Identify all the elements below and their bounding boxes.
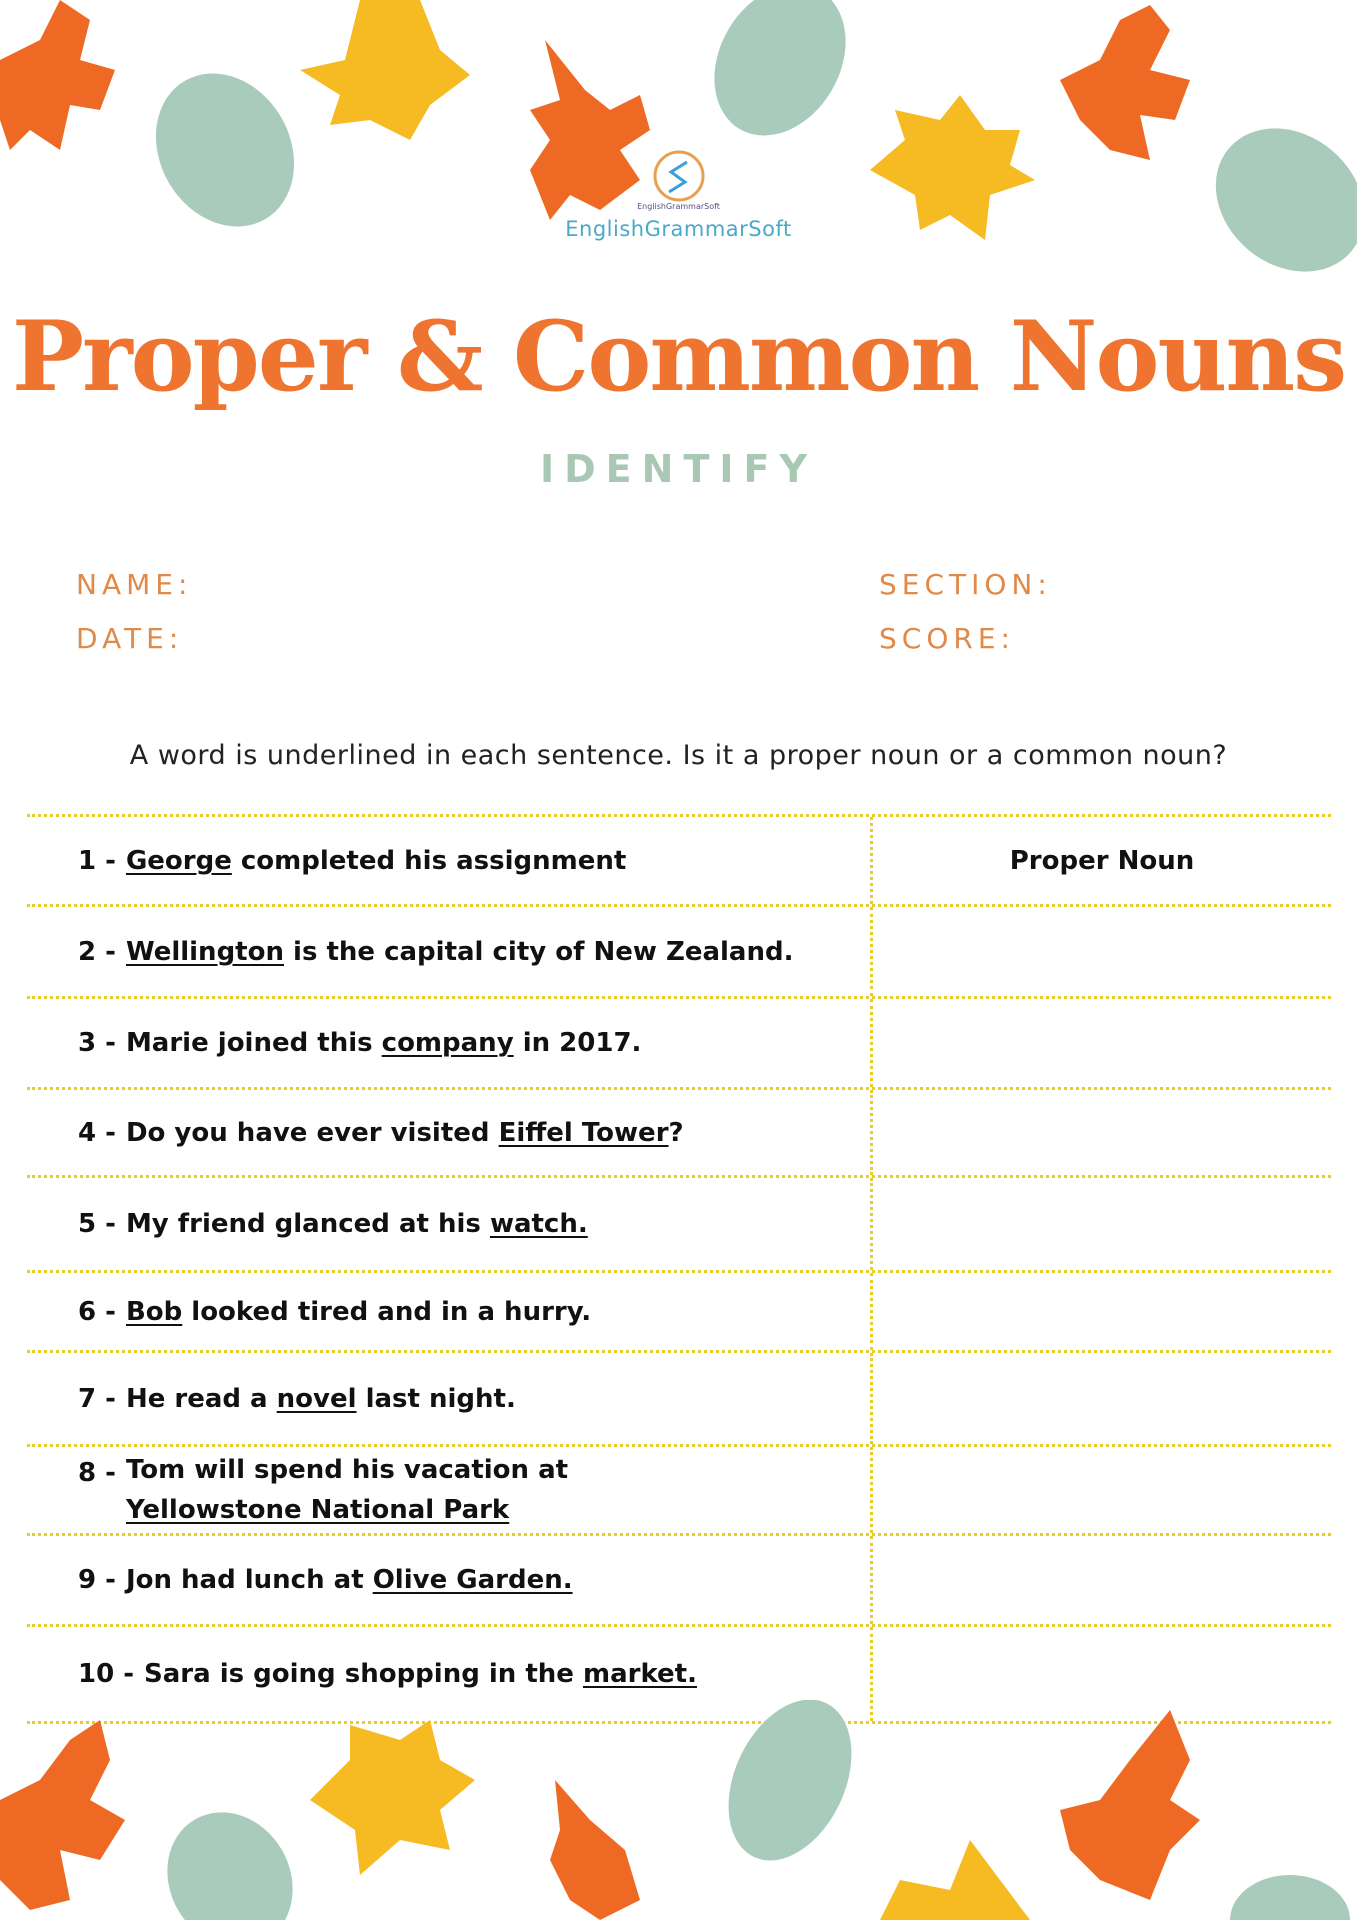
- table-row: [27, 1087, 1331, 1175]
- sentence: [126, 1379, 516, 1419]
- underlined-word: market.: [582, 1659, 697, 1689]
- question-number: 1 -: [78, 845, 116, 876]
- sentence-before: Tom will spend his vacation at: [125, 1455, 569, 1485]
- question-number: 5 -: [78, 1209, 116, 1239]
- sage-leaf-icon: [704, 1700, 876, 1880]
- question-text: [78, 1536, 861, 1624]
- underlined-word: watch.: [489, 1209, 588, 1239]
- table-row: [27, 1175, 1331, 1270]
- sentence-before: My friend glanced at his: [125, 1209, 490, 1239]
- orange-oak-leaf-icon: [0, 1720, 125, 1910]
- sentence: [126, 1204, 588, 1244]
- sentence-before: Jon had lunch at: [125, 1565, 373, 1595]
- question-text: [78, 1353, 861, 1444]
- underlined-word: Wellington: [125, 936, 284, 967]
- sentence: [126, 1450, 686, 1530]
- questions-table: [27, 814, 1331, 1724]
- answer-cell[interactable]: [870, 1536, 1331, 1624]
- sentence-before: He read a: [125, 1383, 277, 1414]
- table-row: [27, 1350, 1331, 1444]
- table-row: [27, 1270, 1331, 1350]
- question-text: [78, 907, 861, 996]
- question-number: 6 -: [78, 1296, 116, 1327]
- instructions: A word is underlined in each sentence. Is it a proper noun or a common noun?: [129, 740, 1228, 771]
- logo-mark-icon: [651, 148, 707, 204]
- table-row: [27, 996, 1331, 1087]
- orange-oak-leaf-icon: [550, 1780, 640, 1920]
- question-text: [78, 1273, 861, 1350]
- sentence: [126, 1023, 641, 1063]
- sentence: [126, 841, 626, 881]
- sentence-after: in 2017.: [513, 1028, 642, 1058]
- answer-cell[interactable]: [870, 817, 1331, 904]
- question-number: 8 -: [78, 1458, 116, 1488]
- question-text: [78, 1090, 861, 1175]
- orange-oak-leaf-icon: [1060, 5, 1190, 160]
- yellow-maple-leaf-icon: [310, 1720, 475, 1875]
- answer-text: Proper Noun: [1009, 845, 1195, 876]
- answer-cell[interactable]: [870, 1178, 1331, 1270]
- sentence-before: Sara is going shopping in the: [144, 1659, 583, 1689]
- table-row: [27, 1444, 1331, 1533]
- section-field-label: SECTION:: [879, 568, 1052, 601]
- sentence-after: is the capital city of New Zealand.: [283, 936, 794, 967]
- sentence: [144, 1654, 697, 1694]
- sentence: [126, 932, 794, 972]
- answer-cell[interactable]: [870, 1447, 1331, 1533]
- table-row: [27, 814, 1331, 904]
- underlined-word: Bob: [125, 1296, 183, 1327]
- question-number: 4 -: [78, 1117, 116, 1148]
- sentence: [126, 1292, 591, 1332]
- sentence: [126, 1560, 573, 1600]
- sage-leaf-icon: [688, 0, 872, 159]
- question-number: 10 -: [78, 1659, 135, 1689]
- brand-name: EnglishGrammarSoft: [565, 217, 792, 241]
- sentence-after: last night.: [356, 1383, 516, 1414]
- question-text: [78, 1178, 861, 1270]
- underlined-word: George: [125, 845, 232, 876]
- answer-cell[interactable]: [870, 1090, 1331, 1175]
- name-field-label: NAME:: [76, 568, 193, 601]
- answer-cell[interactable]: [870, 907, 1331, 996]
- sage-leaf-icon: [1230, 1875, 1350, 1920]
- autumn-leaves-bottom-decoration: [0, 1700, 1357, 1920]
- underlined-word: Yellowstone National Park: [125, 1495, 510, 1525]
- date-field-label: DATE:: [76, 622, 184, 655]
- question-text: [78, 999, 861, 1087]
- orange-oak-leaf-icon: [0, 0, 115, 150]
- table-row: [27, 904, 1331, 996]
- question-text: [78, 1447, 861, 1533]
- sentence-after: ?: [668, 1117, 684, 1148]
- table-row: [27, 1533, 1331, 1624]
- sentence-after: completed his assignment: [231, 845, 627, 876]
- brand-logo: [0, 148, 1357, 241]
- autumn-leaves-top-decoration: [0, 0, 1357, 290]
- score-field-label: SCORE:: [879, 622, 1015, 655]
- sentence: [126, 1113, 684, 1153]
- answer-cell[interactable]: [870, 999, 1331, 1087]
- orange-oak-leaf-icon: [1060, 1710, 1200, 1900]
- sentence-after: looked tired and in a hurry.: [182, 1296, 592, 1327]
- answer-cell[interactable]: [870, 1273, 1331, 1350]
- underlined-word: Eiffel Tower: [498, 1117, 669, 1148]
- underlined-word: novel: [276, 1383, 357, 1414]
- yellow-maple-leaf-icon: [300, 0, 470, 140]
- sage-leaf-icon: [143, 1789, 317, 1920]
- sentence-before: Marie joined this: [125, 1028, 382, 1058]
- question-number: 9 -: [78, 1565, 116, 1595]
- question-text: [78, 817, 861, 904]
- answer-cell[interactable]: [870, 1353, 1331, 1444]
- page-title: Proper & Common Nouns: [11, 300, 1346, 413]
- underlined-word: Olive Garden.: [372, 1565, 573, 1595]
- sentence-before: Do you have ever visited: [125, 1117, 499, 1148]
- underlined-word: company: [381, 1028, 514, 1058]
- question-number: 3 -: [78, 1028, 116, 1058]
- page-subtitle: IDENTIFY: [540, 447, 817, 491]
- question-number: 2 -: [78, 936, 116, 967]
- yellow-maple-leaf-icon: [880, 1840, 1030, 1920]
- question-number: 7 -: [78, 1383, 116, 1414]
- logo-small-text: EnglishGrammarSoft: [637, 202, 720, 211]
